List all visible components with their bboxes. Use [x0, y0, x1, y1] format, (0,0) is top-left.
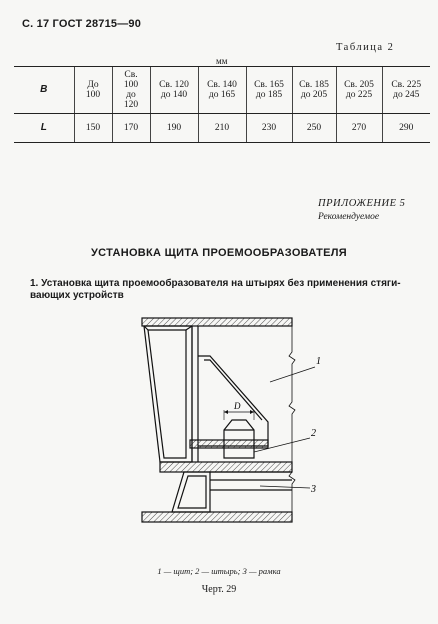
- table-row-l: [14, 114, 430, 143]
- paragraph-line-2: вающих устройств: [30, 290, 124, 301]
- drawing-linework: [142, 318, 315, 522]
- figure-caption: 1 — щит; 2 — штырь; 3 — рамка: [157, 566, 281, 576]
- table-cell: До 100: [74, 67, 112, 114]
- dimension-table: [14, 66, 430, 143]
- unit-label: мм: [216, 56, 228, 66]
- table-cell: Св. 205 до 225: [336, 67, 382, 114]
- table-cell: 190: [150, 114, 198, 143]
- table-cell: Св. 120 до 140: [150, 67, 198, 114]
- break-line: [289, 318, 295, 522]
- table-cell: Св. 185 до 205: [292, 67, 336, 114]
- wedge-support: [198, 356, 268, 446]
- lower-frame: [160, 462, 292, 472]
- callout-leader-3: [260, 486, 310, 488]
- callout-2: 2: [311, 428, 316, 439]
- table-cell: Св. 140 до 165: [198, 67, 246, 114]
- row-header-b: B: [14, 67, 74, 114]
- shield-corners: [144, 326, 192, 330]
- base-slab: [142, 512, 292, 522]
- table-cell: 230: [246, 114, 292, 143]
- table-cell: Св. 165 до 185: [246, 67, 292, 114]
- top-frame-part: [142, 318, 292, 326]
- table-label: Таблица 2: [336, 42, 395, 53]
- table-cell: 150: [74, 114, 112, 143]
- appendix-subtitle: Рекомендуемое: [318, 212, 380, 222]
- appendix-title: ПРИЛОЖЕНИЕ 5: [318, 198, 406, 209]
- section-title: УСТАНОВКА ЩИТА ПРОЕМООБРАЗОВАТЕЛЯ: [91, 247, 347, 259]
- callout-1: 1: [316, 356, 321, 367]
- frame-profile: [172, 472, 210, 512]
- table-cell: 250: [292, 114, 336, 143]
- table-row-b: [14, 67, 430, 114]
- table-cell: Св. 225 до 245: [382, 67, 430, 114]
- callout-3: 3: [311, 484, 316, 495]
- shield-inner: [148, 330, 186, 458]
- paragraph-line-1: 1. Установка щита проемообразователя на штырях без применения стяги-: [30, 278, 401, 289]
- shield-body: [144, 326, 192, 462]
- row-header-l: L: [14, 114, 74, 143]
- table-cell: 210: [198, 114, 246, 143]
- technical-drawing: [120, 312, 340, 532]
- callout-leader-1: [270, 367, 315, 382]
- plate: [190, 440, 268, 448]
- dimension-label: D: [234, 401, 241, 411]
- table-cell: 270: [336, 114, 382, 143]
- pin: [224, 420, 254, 458]
- table-cell: 290: [382, 114, 430, 143]
- table-cell: Св. 100 до 120: [112, 67, 150, 114]
- drawing-number: Черт. 29: [201, 584, 237, 595]
- table-cell: 170: [112, 114, 150, 143]
- page-header: С. 17 ГОСТ 28715—90: [22, 18, 142, 30]
